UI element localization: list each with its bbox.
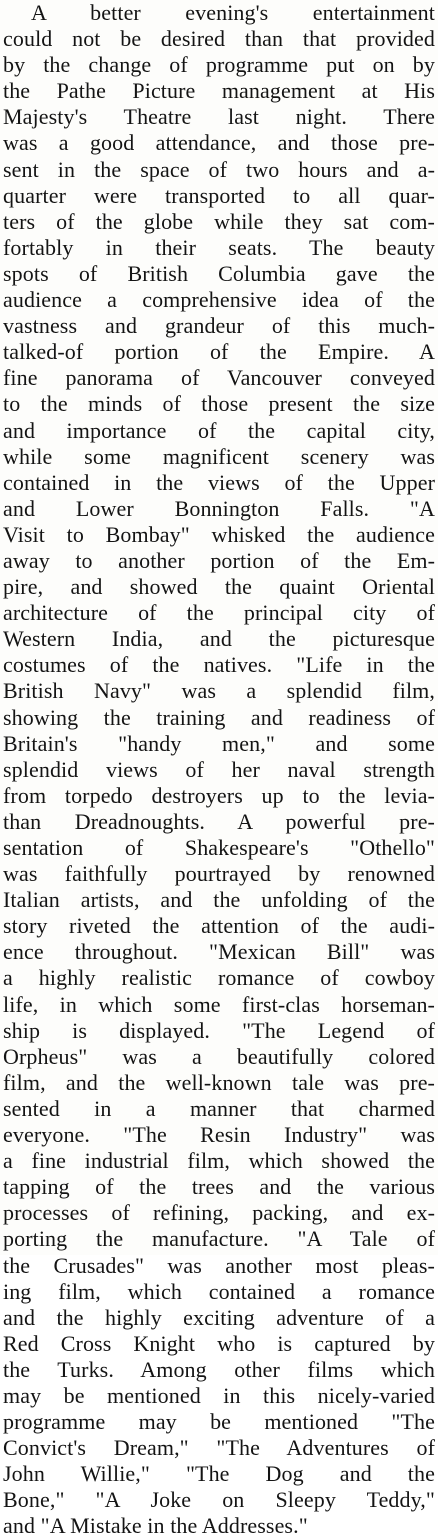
article-line-24: architecture of the principal city of xyxy=(3,600,435,626)
article-line-23: pire, and showed the quaint Oriental xyxy=(3,574,435,600)
article-line-2: could not be desired than that provided xyxy=(3,26,435,52)
article-line-40: ship is displayed. "The Legend of xyxy=(3,1017,435,1043)
article-line-42: film, and the well-known tale was pre- xyxy=(3,1069,435,1095)
article-line-34: was faithfully pourtrayed by renowned xyxy=(3,861,435,887)
article-line-48: porting the manufacture. "A Tale of xyxy=(3,1226,435,1252)
article-line-1: A better evening's entertainment xyxy=(31,0,435,25)
article-line-31: from torpedo destroyers up to the levia- xyxy=(3,782,435,808)
article-line-13: vastness and grandeur of this much- xyxy=(3,313,435,339)
article-line-7: sent in the space of two hours and a- xyxy=(3,156,435,182)
article-line-58: Bone," "A Joke on Sleepy Teddy," xyxy=(3,1487,435,1513)
article-line-14: talked-of portion of the Empire. A xyxy=(3,339,435,365)
article-line-16: to the minds of those present the size xyxy=(3,391,435,417)
article-line-49: the Crusades" was another most pleas- xyxy=(3,1252,435,1278)
article-line-39: life, in which some first-clas horseman- xyxy=(3,991,435,1017)
article-line-33: sentation of Shakespeare's "Othello" xyxy=(3,835,435,860)
article-line-30: splendid views of her naval strength xyxy=(3,756,435,782)
article-line-20: and Lower Bonnington Falls. "A xyxy=(3,495,435,521)
article-line-10: fortably in their seats. The beauty xyxy=(3,234,435,260)
article-line-46: tapping of the trees and the various xyxy=(3,1174,435,1200)
article-column xyxy=(3,0,435,1540)
article-line-11: spots of British Columbia gave the xyxy=(3,260,435,286)
article-line-22: away to another portion of the Em- xyxy=(3,547,435,573)
article-line-19: contained in the views of the Upper xyxy=(3,469,435,495)
article-line-5: Majesty's Theatre last night. There xyxy=(3,104,435,130)
article-line-21: Visit to Bombay" whisked the audience xyxy=(3,521,435,547)
article-line-56: Convict's Dream," "The Adventures of xyxy=(3,1435,435,1461)
article-line-9: ters of the globe while they sat com- xyxy=(3,208,435,234)
article-line-45: a fine industrial film, which showed the xyxy=(3,1148,435,1174)
article-line-12: audience a comprehensive idea of the xyxy=(3,287,435,313)
article-line-53: the Turks. Among other films which xyxy=(3,1356,435,1382)
article-line-47: processes of refining, packing, and ex- xyxy=(3,1200,435,1226)
article-line-51: and the highly exciting adventure of a xyxy=(3,1304,435,1330)
article-line-44: everyone. "The Resin Industry" was xyxy=(3,1122,435,1148)
article-line-57: John Willie," "The Dog and the xyxy=(3,1461,435,1487)
article-line-8: quarter were transported to all quar- xyxy=(3,182,435,208)
article-line-59: and "A Mistake in the Addresses." xyxy=(3,1513,308,1539)
article-line-52: Red Cross Knight who is captured by xyxy=(3,1330,435,1356)
article-line-18: while some magnificent scenery was xyxy=(3,443,435,469)
article-line-15: fine panorama of Vancouver conveyed xyxy=(3,365,435,391)
article-line-37: ence throughout. "Mexican Bill" was xyxy=(3,939,435,965)
article-line-38: a highly realistic romance of cowboy xyxy=(3,965,435,991)
article-line-27: British Navy" was a splendid film, xyxy=(3,678,435,704)
article-line-28: showing the training and readiness of xyxy=(3,704,435,730)
article-line-55: programme may be mentioned "The xyxy=(3,1409,435,1435)
article-line-6: was a good attendance, and those pre- xyxy=(3,130,435,156)
article-line-41: Orpheus" was a beautifully colored xyxy=(3,1043,435,1069)
article-line-32: than Dreadnoughts. A powerful pre- xyxy=(3,808,435,834)
article-line-3: by the change of programme put on by xyxy=(3,52,435,78)
article-line-43: sented in a manner that charmed xyxy=(3,1095,435,1121)
article-line-17: and importance of the capital city, xyxy=(3,417,435,443)
article-line-25: Western India, and the picturesque xyxy=(3,626,435,652)
article-line-35: Italian artists, and the unfolding of the xyxy=(3,887,435,913)
article-line-4: the Pathe Picture management at His xyxy=(3,78,435,104)
article-line-29: Britain's "handy men," and some xyxy=(3,730,435,756)
article-line-36: story riveted the attention of the audi- xyxy=(3,913,435,939)
article-line-54: may be mentioned in this nicely-varied xyxy=(3,1382,435,1408)
article-line-26: costumes of the natives. "Life in the xyxy=(3,652,435,678)
article-line-50: ing film, which contained a romance xyxy=(3,1278,435,1304)
